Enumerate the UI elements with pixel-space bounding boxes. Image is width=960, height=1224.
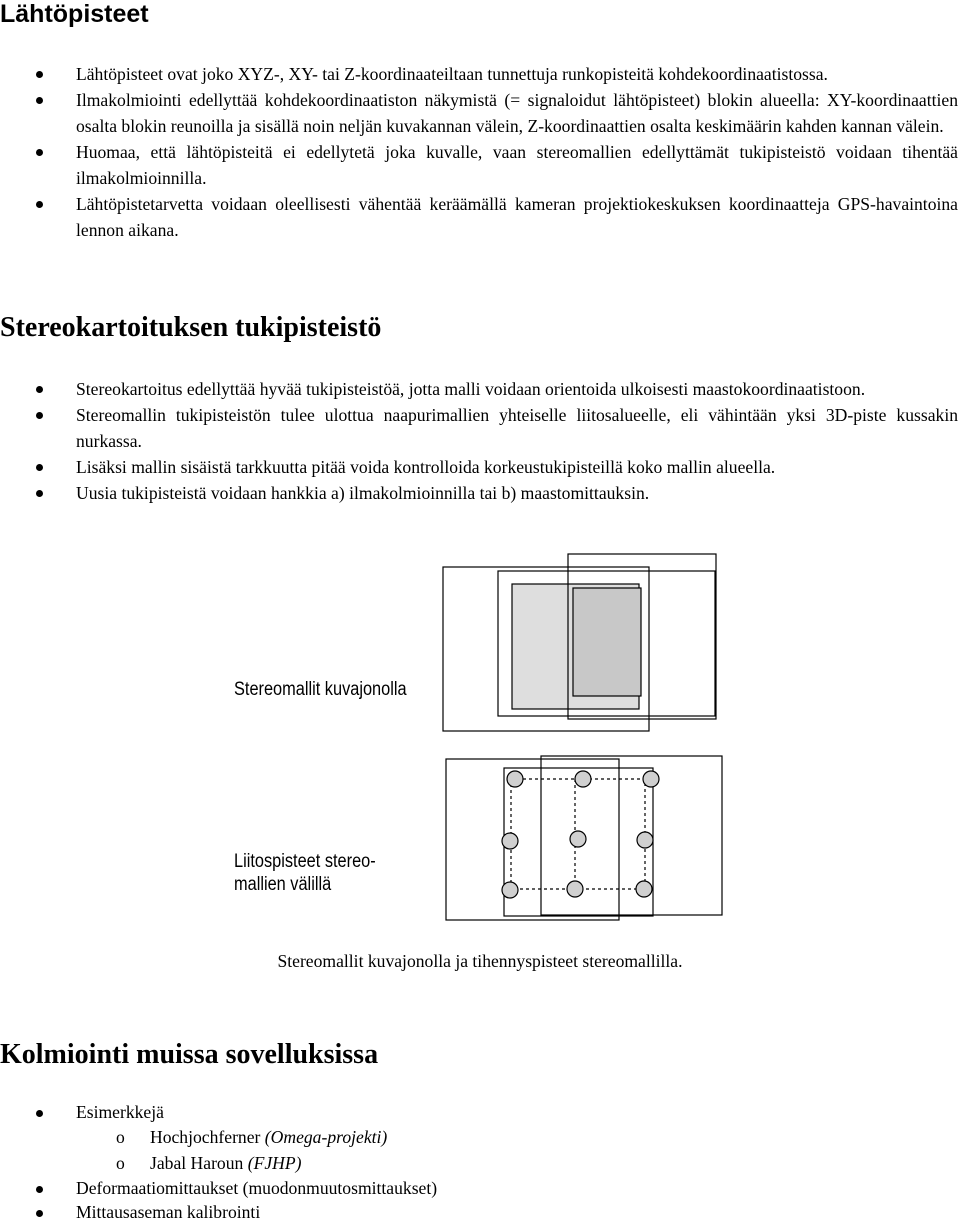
sub-item-text: Hochjochferner — [150, 1127, 265, 1147]
tie-point — [502, 833, 518, 849]
figure-label-line: mallien välillä — [234, 874, 332, 895]
bullet-item: Deformaatiomittaukset (muodonmuutosmittaukset) — [0, 1176, 960, 1200]
photo-frame — [446, 759, 619, 920]
bullet-item: Lisäksi mallin sisäistä tarkkuutta pitää voida kontrolloida korkeustukipisteillä koko mallin alueella. — [0, 454, 960, 480]
tie-points-diagram — [0, 752, 960, 922]
tie-point — [507, 771, 523, 787]
figure-caption: Stereomallit kuvajonolla ja tihennyspisteet stereomallilla. — [277, 951, 683, 971]
tie-point — [570, 831, 586, 847]
bullet-item: Lähtöpisteet ovat joko XYZ-, XY- tai Z-koordinaateiltaan tunnettuja runkopisteitä kohdekoordinaatistossa. — [0, 61, 960, 87]
bullet-list-tukipisteisto — [0, 376, 960, 506]
section-heading-lahtopisteet: Lähtöpisteet — [0, 0, 149, 28]
bullet-item: Stereomallin tukipisteistön tulee ulottua naapurimallien yhteiselle liitosalueelle, eli vähintään yksi 3D-piste kussakin nurkassa. — [0, 402, 960, 454]
bullet-item: Ilmakolmiointi edellyttää kohdekoordinaatiston näkymistä (= signaloidut lähtöpisteet) blokin alueella: XY-koordinaattien osalta blokin reunoilla ja sisällä noin neljän kuvakannan välein, Z-koordinaattien osalta keskimäärin kahden kannan välein. — [0, 87, 960, 139]
section-heading-kolmiointi: Kolmiointi muissa sovelluksissa — [0, 1039, 379, 1070]
bullet-item: Huomaa, että lähtöpisteitä ei edellytetä joka kuvalle, vaan stereomallien edellyttämät tukipisteistö voidaan tihentää ilmakolmioinnilla. — [0, 139, 960, 191]
bullet-text: Esimerkkejä — [76, 1102, 164, 1122]
figure-label-bottom — [234, 850, 376, 896]
sub-item-text: Jabal Haroun — [150, 1153, 248, 1173]
sub-list — [76, 1124, 958, 1176]
tie-point — [636, 881, 652, 897]
tie-point — [502, 882, 518, 898]
bullet-item: Uusia tukipisteistä voidaan hankkia a) ilmakolmioinnilla tai b) maastomittauksin. — [0, 480, 960, 506]
section-heading-tukipisteisto: Stereokartoituksen tukipisteistö — [0, 312, 382, 343]
tie-point — [637, 832, 653, 848]
bullet-item — [0, 1100, 960, 1176]
bullet-list-lahtopisteet — [0, 61, 960, 243]
sub-bullet-marker: o — [116, 1127, 125, 1147]
tie-point — [575, 771, 591, 787]
sub-bullet-marker: o — [116, 1153, 125, 1173]
tie-point — [567, 881, 583, 897]
sub-item — [76, 1124, 958, 1150]
figure-label-line: Liitospisteet stereo- — [234, 851, 376, 872]
sub-item-italic: (FJHP) — [247, 1153, 302, 1173]
bullet-list-kolmiointi — [0, 1100, 960, 1224]
bullet-item: Lähtöpistetarvetta voidaan oleellisesti vähentää keräämällä kameran projektiokeskuksen koordinaatteja GPS-havaintoina lennon aikana. — [0, 191, 960, 243]
sub-item-italic: (Omega-projekti) — [264, 1127, 388, 1147]
bullet-item: Stereokartoitus edellyttää hyvää tukipisteistöä, jotta malli voidaan orientoida ulkoisesti maastokoordinaatistoon. — [0, 376, 960, 402]
tie-point — [643, 771, 659, 787]
overlap-area — [573, 588, 641, 696]
figure-label-top: Stereomallit kuvajonolla — [234, 679, 407, 700]
bullet-item: Mittausaseman kalibrointi — [0, 1200, 960, 1224]
sub-item — [76, 1150, 958, 1176]
